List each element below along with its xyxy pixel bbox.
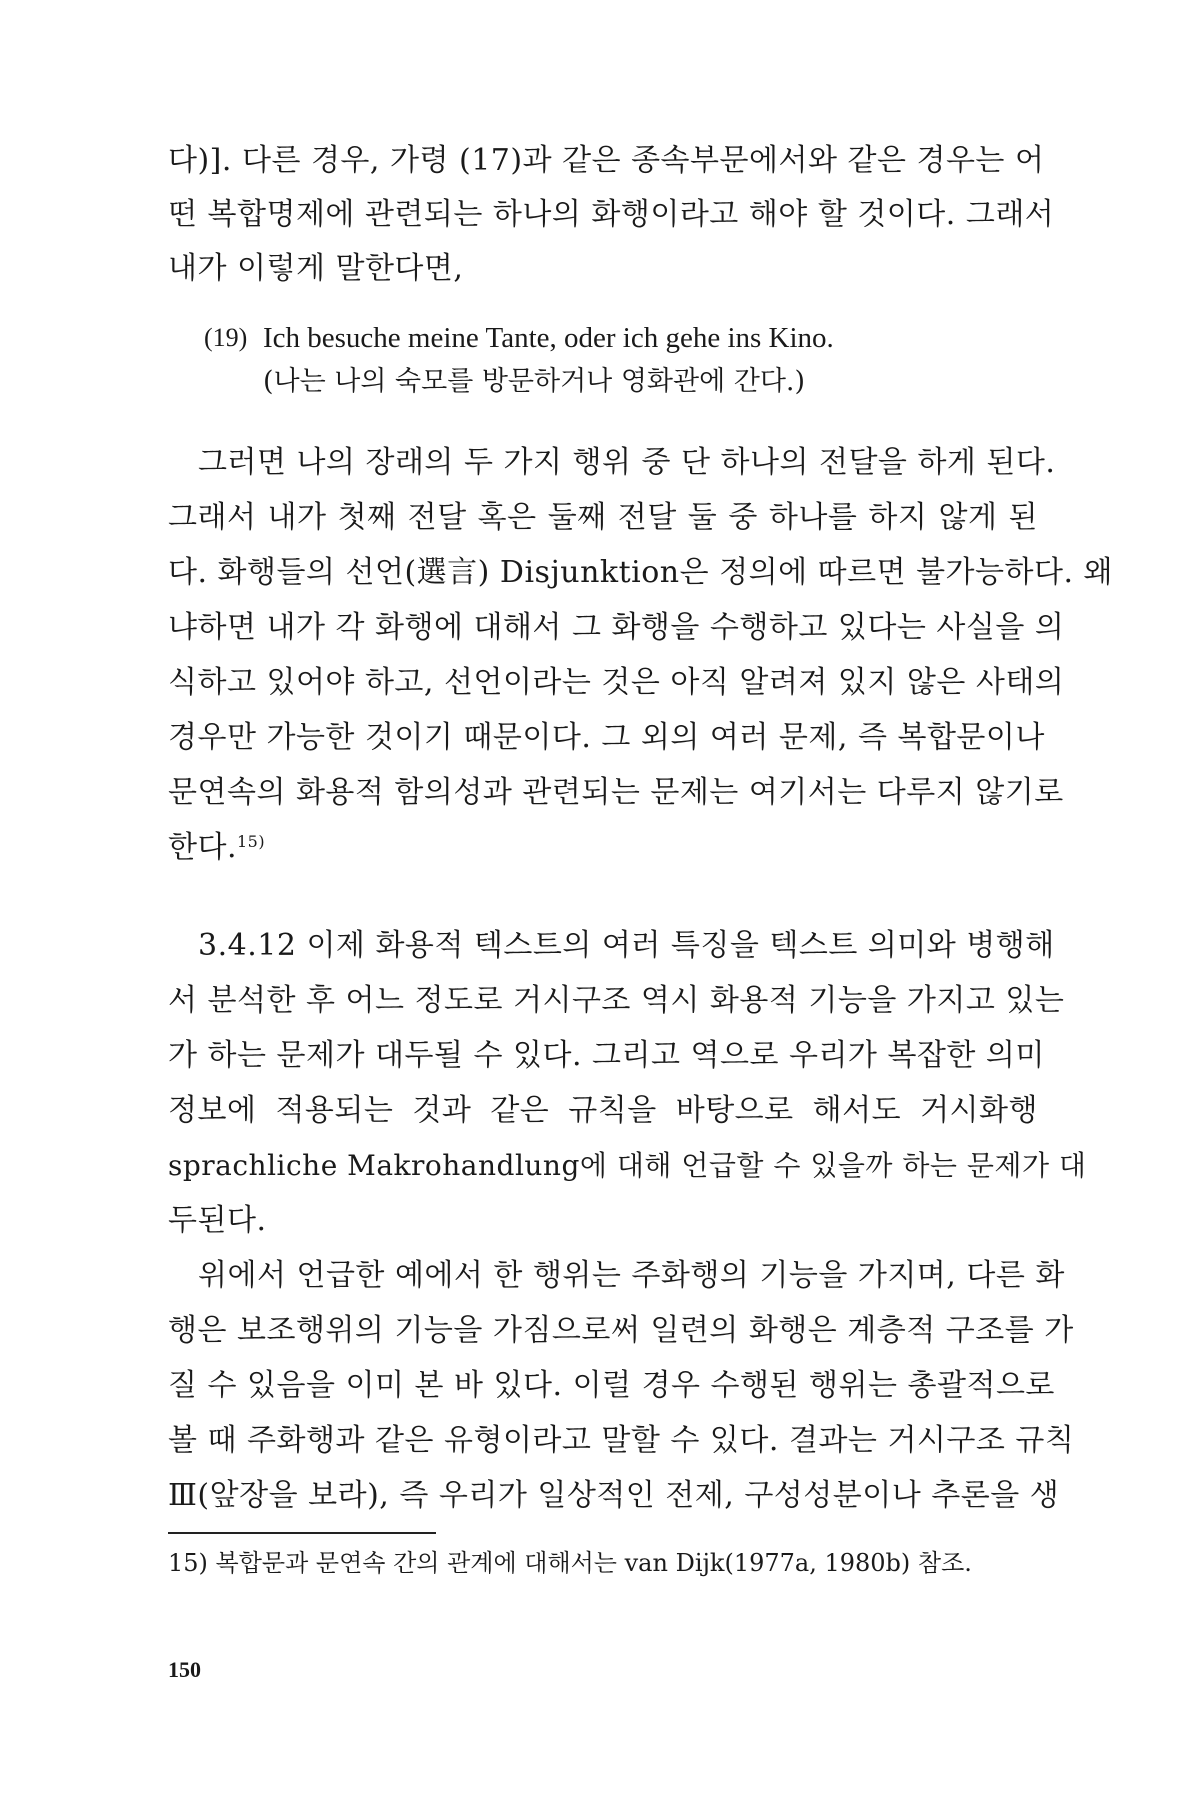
footnote: 15) 복합문과 문연속 간의 관계에 대해서는 van Dijk(1977a, 1980b) 참조. [168, 1549, 972, 1577]
footnote-divider [168, 1532, 436, 1534]
footnote-reference: 15) [237, 832, 266, 851]
section-heading-line: 3.4.12 이제 화용적 텍스트의 여러 특징을 텍스트 의미와 병행해 [198, 928, 1055, 963]
text-line: 문연속의 화용적 함의성과 관련되는 문제는 여기서는 다루지 않기로 [168, 775, 1064, 810]
document-page [168, 0, 1114, 1800]
text-line: 식하고 있어야 하고, 선언이라는 것은 아직 알려져 있지 않은 사태의 [168, 665, 1065, 700]
text-line: 볼 때 주화행과 같은 유형이라고 말할 수 있다. 결과는 거시구조 규칙 [168, 1423, 1075, 1458]
text-line: 정보에 적용되는 것과 같은 규칙을 바탕으로 해서도 거시화행 [168, 1093, 1038, 1128]
text-line [168, 826, 368, 870]
text-line: 떤 복합명제에 관련되는 하나의 화행이라고 해야 할 것이다. 그래서 [168, 197, 1055, 232]
text-line: 서 분석한 후 어느 정도로 거시구조 역시 화용적 기능을 가지고 있는 [168, 983, 1065, 1018]
text-line: 그러면 나의 장래의 두 가지 행위 중 단 하나의 전달을 하게 된다. [198, 445, 1056, 480]
example-number: (19) [204, 323, 248, 352]
text-line: 그래서 내가 첫째 전달 혹은 둘째 전달 둘 중 하나를 하지 않게 된 [168, 500, 1038, 535]
example-korean: (나는 나의 숙모를 방문하거나 영화관에 간다.) [263, 366, 806, 397]
text-line: Ⅲ(앞장을 보라), 즉 우리가 일상적인 전제, 구성성분이나 추론을 생 [168, 1478, 1060, 1513]
example-german: Ich besuche meine Tante, oder ich gehe ins Kino. [263, 322, 834, 354]
text-line: 다)]. 다른 경우, 가령 (17)과 같은 종속부문에서와 같은 경우는 어 [168, 143, 1045, 178]
text-line: 가 하는 문제가 대두될 수 있다. 그리고 역으로 우리가 복잡한 의미 [168, 1038, 1045, 1073]
text-line: 경우만 가능한 것이기 때문이다. 그 외의 여러 문제, 즉 복합문이나 [168, 720, 1045, 755]
text-line: 행은 보조행위의 기능을 가짐으로써 일련의 화행은 계층적 구조를 가 [168, 1313, 1074, 1348]
page-number: 150 [168, 1657, 201, 1682]
text-line: sprachliche Makrohandlung에 대해 언급할 수 있을까 하는 문제가 대 [168, 1149, 1087, 1182]
text-line: 질 수 있음을 이미 본 바 있다. 이럴 경우 수행된 행위는 총괄적으로 [168, 1368, 1055, 1403]
text-line-end: 한다. [168, 830, 237, 865]
text-line: 다. 화행들의 선언(選言) Disjunktion은 정의에 따르면 불가능하다. 왜 [168, 555, 1114, 590]
text-line: 내가 이렇게 말한다면, [168, 251, 464, 286]
text-line: 두된다. [168, 1203, 267, 1238]
text-line: 위에서 언급한 예에서 한 행위는 주화행의 기능을 가지며, 다른 화 [198, 1258, 1065, 1293]
text-line: 냐하면 내가 각 화행에 대해서 그 화행을 수행하고 있다는 사실을 의 [168, 610, 1065, 645]
